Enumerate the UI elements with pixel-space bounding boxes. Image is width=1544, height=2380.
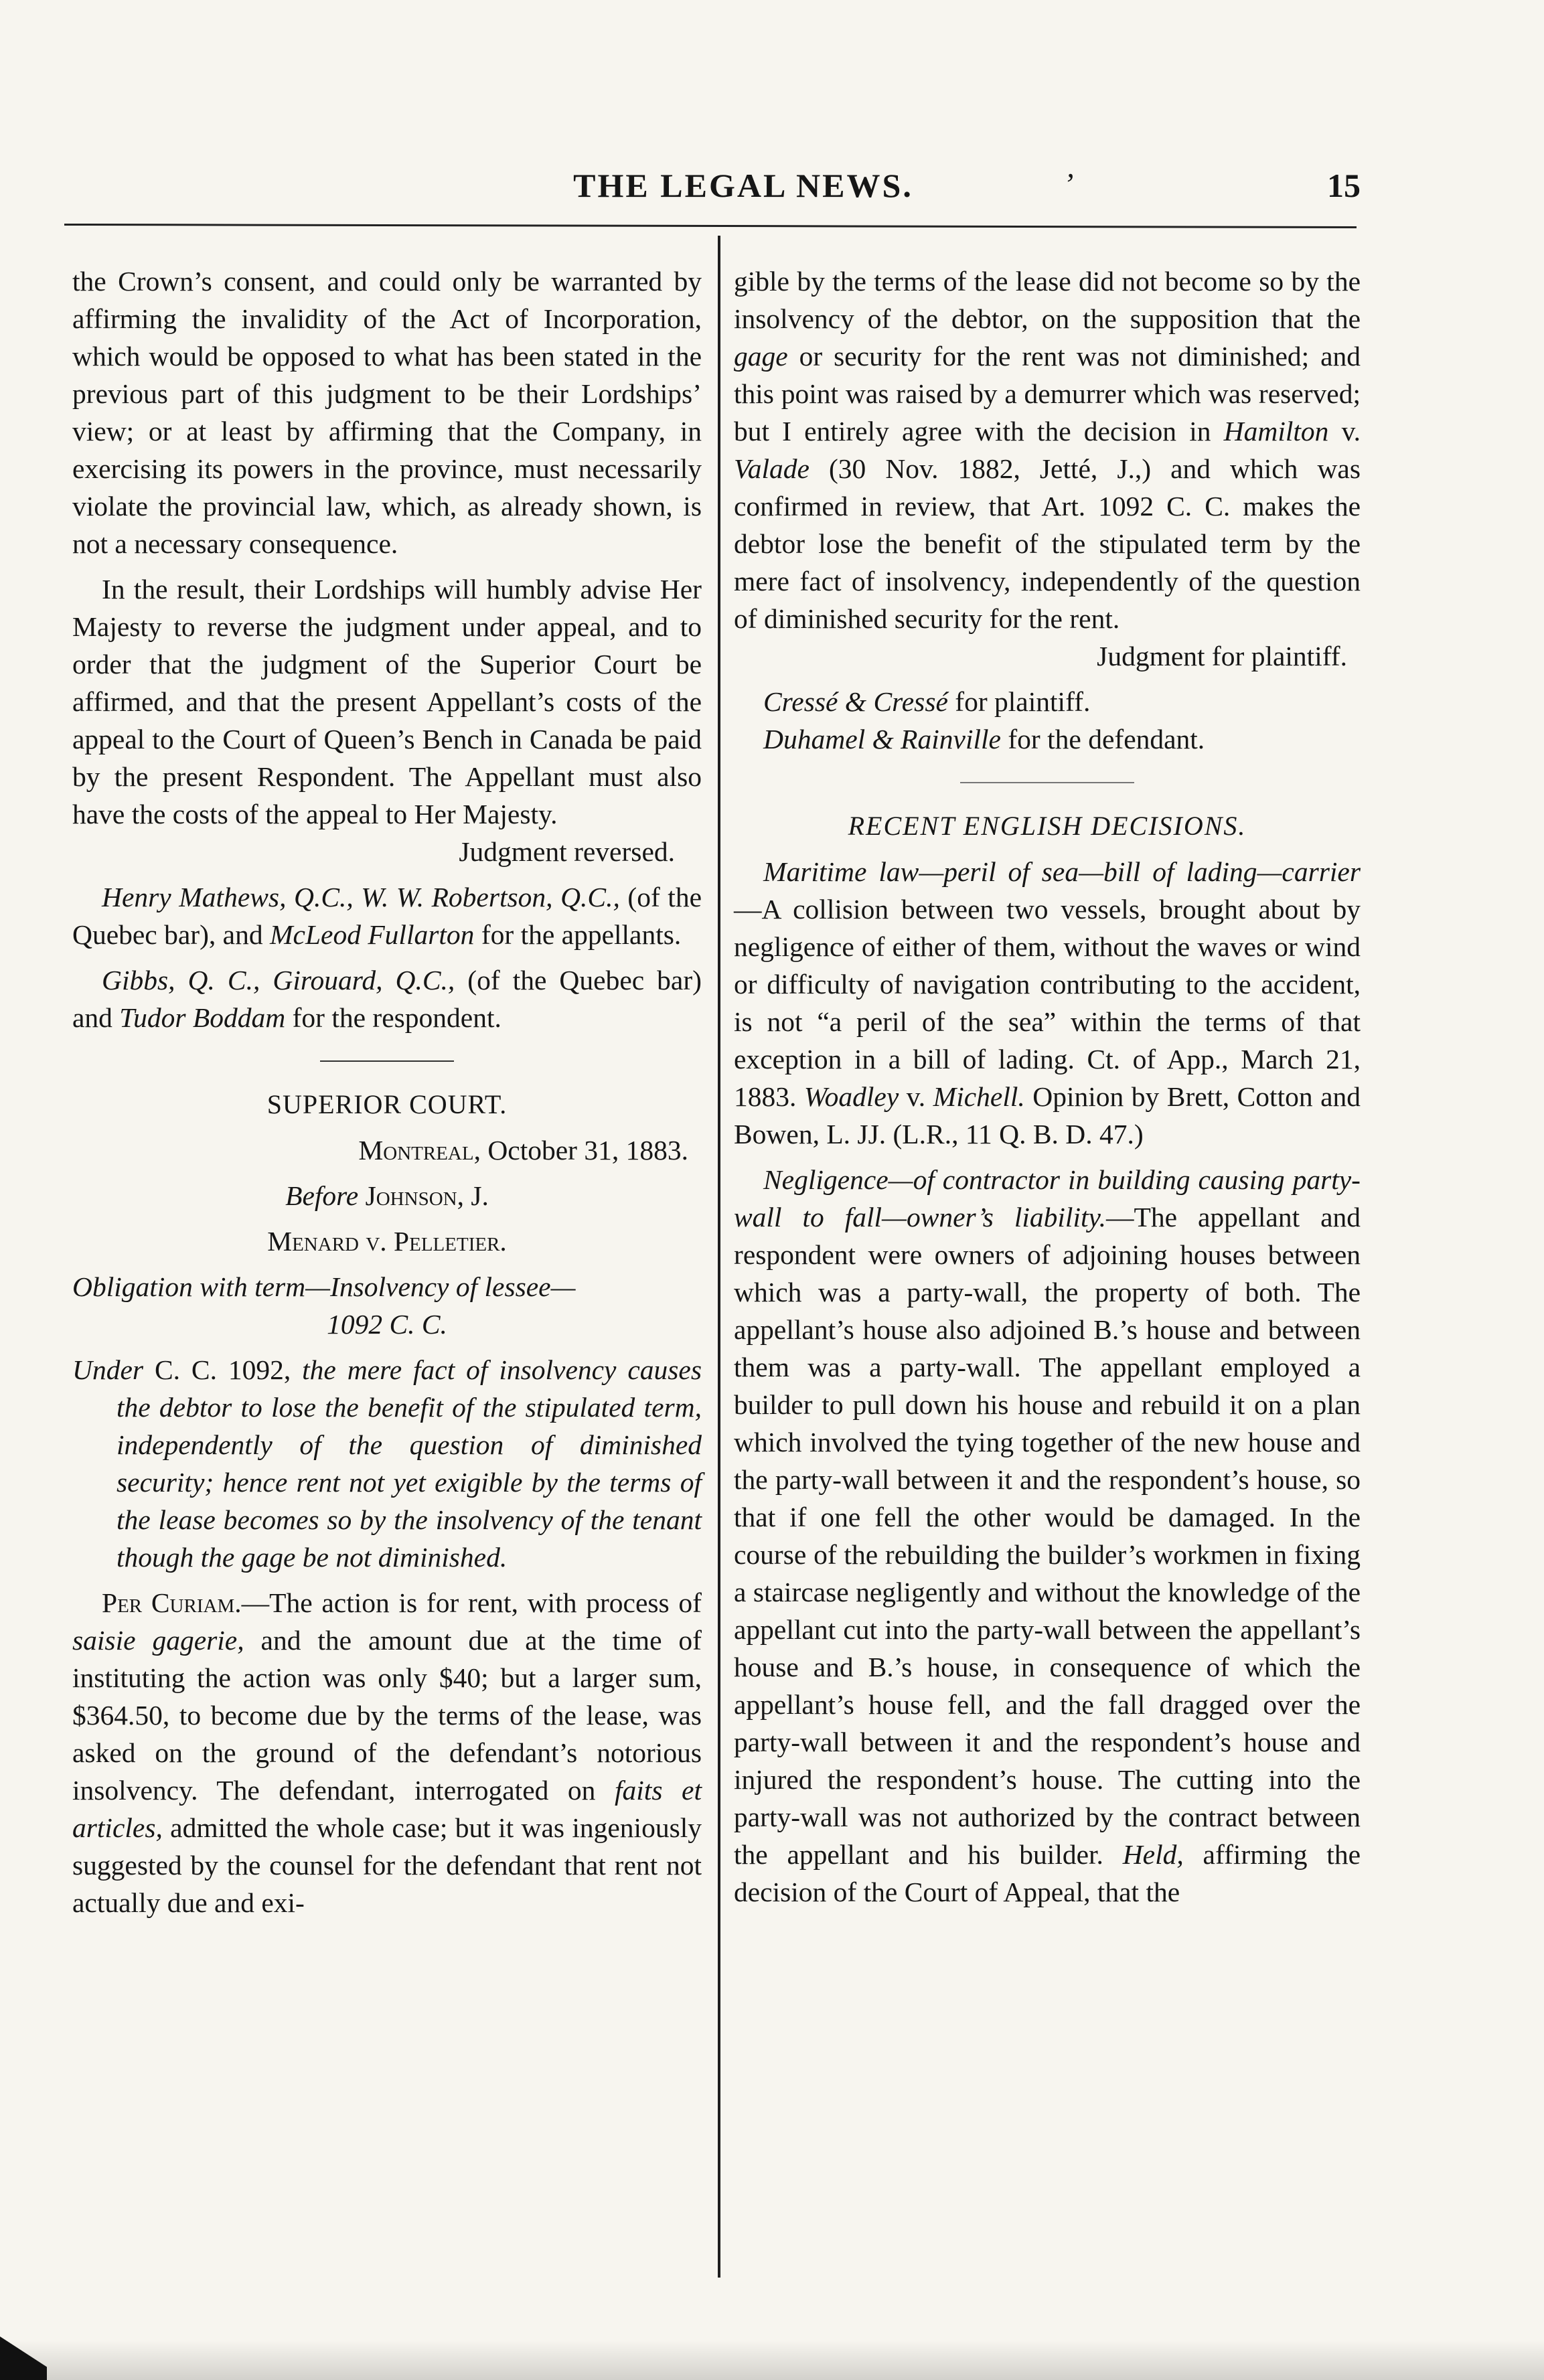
per-curiam: Per Curiam. (102, 1587, 242, 1618)
section-title: RECENT ENGLISH DECISIONS. (848, 811, 1247, 841)
column-divider (718, 236, 720, 2278)
syllabus: Under C. C. 1092, the mere fact of insolvency causes the debtor to lose the benefit of the stipulated term, independently of the question of diminished security; hence rent not yet exigible by the terms of the lease becomes so by the insolvency of the tenant though the gage be not diminished. (72, 1354, 702, 1573)
page-number: 15 (1327, 167, 1361, 204)
judgment-line: Judgment reversed. (459, 836, 675, 867)
counsel-names: Tudor Boddam (119, 1002, 286, 1033)
paragraph: the Crown’s consent, and could only be warranted by affirming the invalidity of the Act of Incorporation, which would be opposed to what has been stated in the previous part of this judgment to be their Lordships’ view; or at least by affirming that the Company, in exercising its powers in the province, must necessarily violate the provincial law, which, as already shown, is not a necessary consequence. (72, 266, 702, 559)
opinion-paragraph: Per Curiam.—The action is for rent, with process of saisie gagerie, and the amount due at the time of instituting the action was only $40; but a larger sum, $364.50, to become due by the terms of the lease, was asked on the ground of the defendant’s notorious insolvency. The defendant, interrogated on faits et articles, admitted the whole case; but it was ingeniously suggested by the counsel for the defendant that rent not actually due and exi- (72, 1587, 702, 1918)
left-column (72, 262, 702, 1921)
opinion-continuation: gible by the terms of the lease did not become so by the insolvency of the debtor, on the supposition that the gage or security for the rent was not diminished; and this point was raised by a demurrer which was reserved; but I entirely agree with the decision in Hamilton v. Valade (30 Nov. 1882, Jetté, J.,) and which was confirmed in review, that Art. 1092 C. C. makes the debtor lose the benefit of the stipulated term by the mere fact of insolvency, independently of the question of diminished security for the rent. (734, 266, 1361, 634)
section-divider (960, 782, 1134, 783)
scan-shadow (0, 2340, 1544, 2380)
headnote: Obligation with term—Insolvency of lessee— (72, 1271, 576, 1302)
decision-negligence: Negligence—of contractor in building causing party-wall to fall—owner’s liability.—The appellant and respondent were owners of adjoining houses between which was a party-wall, the property of both. The appellant’s house also adjoined B.’s house and between them was a party-wall. The appellant employed a builder to pull down his house and rebuild it on a plan which involved the tying together of the new house and the party-wall between it and the respondent’s house, so that if one fell the other would be damaged. In the course of the rebuilding the builder’s workmen in fixing a staircase negligently and without the knowledge of the appellant cut into the party-wall between the appellant’s house and B.’s house, in consequence of which the appellant’s house fell, and the fall dragged over the party-wall between it and the respondent’s house and injured the respondent’s house. The cutting into the party-wall was not authorized by the contract between the appellant and his builder. Held, affirming the decision of the Court of Appeal, that the (734, 1164, 1361, 1907)
counsel-plaintiff: Cressé & Cressé for plaintiff. (763, 686, 1091, 717)
counsel-defendant: Duhamel & Rainville for the defendant. (763, 724, 1205, 755)
stray-mark: ’ (1063, 167, 1074, 201)
headnote-ref: 1092 C. C. (327, 1309, 447, 1340)
counsel-appellants: Henry Mathews, Q.C., W. W. Robertson, Q.C., (of the Quebec bar), and McLeod Fullarton for the appellants. (72, 882, 702, 950)
decision-maritime: Maritime law—peril of sea—bill of lading—carrier—A collision between two vessels, brought about by negligence of either of them, without the waves or wind or difficulty of navigation contributing to the accident, is not “a peril of the sea” within the terms of that exception in a bill of lading. Ct. of App., March 21, 1883. Woadley v. Michell. Opinion by Brett, Cotton and Bowen, L. JJ. (L.R., 11 Q. B. D. 47.) (734, 856, 1361, 1149)
section-divider (320, 1060, 454, 1062)
before-judge: Before Johnson, J. (285, 1180, 489, 1211)
counsel-names: Gibbs, Q. C., Girouard, Q.C., (102, 965, 455, 996)
running-head (0, 166, 1544, 220)
case-name: Menard v. Pelletier. (267, 1226, 507, 1257)
journal-title: THE LEGAL NEWS. (573, 167, 913, 204)
court-heading: SUPERIOR COURT. (266, 1089, 508, 1119)
paragraph: In the result, their Lordships will humbly advise Her Majesty to reverse the judgment under appeal, and to order that the judgment of the Superior Court be affirmed, and that the present Appellant’s costs of the appeal to the Court of Queen’s Bench in Canada be paid by the present Respondent. The Appellant must also have the costs of the appeal to Her Majesty. (72, 574, 702, 829)
counsel-names: McLeod Fullarton (269, 919, 475, 950)
right-column (734, 262, 1361, 1911)
counsel-names: Henry Mathews, Q.C., W. W. Robertson, Q.C., (102, 882, 620, 913)
header-rule (64, 224, 1357, 228)
dateline: Montreal, October 31, 1883. (358, 1135, 688, 1166)
counsel-respondent: Gibbs, Q. C., Girouard, Q.C., (of the Quebec bar) and Tudor Boddam for the respondent. (72, 965, 702, 1033)
judgment-line: Judgment for plaintiff. (1097, 641, 1347, 671)
